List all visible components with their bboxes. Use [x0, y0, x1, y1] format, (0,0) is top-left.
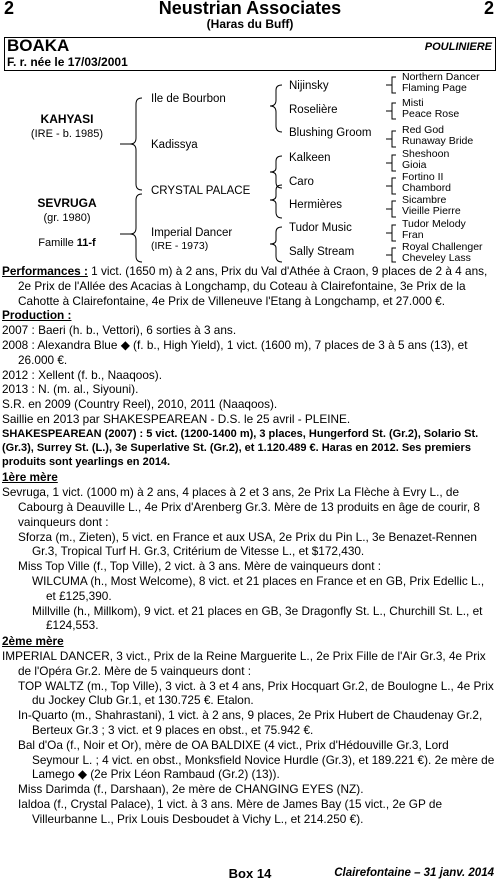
sire-sire: Ile de Bourbon [151, 93, 226, 105]
ped-g4-7: Sheshoon [402, 148, 450, 160]
production-heading: Production : [2, 308, 72, 323]
pedigree-table [0, 72, 500, 264]
first-dam-produce: Miss Top Ville (f., Top Ville), 2 vict. à 3 ans. Mère de vainqueurs dont : [18, 559, 382, 574]
horse-birth: F. r. née le 17/03/2001 [7, 55, 128, 69]
dam-family: Famille 11-f [38, 237, 96, 249]
dam-dam: Imperial Dancer [151, 227, 233, 239]
ped-g4-15: Royal Challenger [402, 241, 483, 253]
horse-name: BOAKA [7, 36, 70, 55]
second-dam-produce: TOP WALTZ (m., Top Ville), 3 vict. à 3 et 4 ans, Prix Hocquart Gr.2, de Boulogne L., 4e Prix du Jockey Club Gr.1, et 130.725 €. Etalon. [18, 678, 494, 708]
ped-g3-5: Caro [289, 176, 314, 188]
second-dam-heading: 2ème mère [2, 634, 64, 649]
second-dam-produce: In-Quarto (m., Shahrastani), 1 vict. à 2 ans, 9 places, 2e Prix Hubert de Chaudenay Gr.2, Berteux Gr.3 ; 3 vict. et 9 places en obst., et 75.942 €. [18, 708, 483, 737]
sire-info: (IRE - b. 1985) [30, 128, 104, 140]
dam-info: (gr. 1980) [43, 212, 91, 224]
ped-g3-2: Roselière [289, 104, 338, 116]
stallion-note: SHAKESPEAREAN (2007) : 5 vict. (1200-1400 m), 3 places, Hungerford St. (Gr.2), Solario St. (Gr.3), Surrey St. (L.), 3e Superlative St. (Gr.2), et 1.120.489 €. Haras en 2012. Ses premiers produits sont yearlings en 2014. [2, 427, 479, 469]
first-dam-grandproduce: Millville (h., Millkom), 9 vict. et 21 places en GB, 3e Dragonfly St. L., Churchill St. L., et £124,553. [32, 603, 483, 633]
dam-sire: CRYSTAL PALACE [151, 185, 251, 197]
consignor-subtitle: (Haras du Buff) [206, 17, 294, 31]
ped-g4-16: Cheveley Lass [402, 252, 471, 264]
first-dam-heading: 1ère mère [2, 470, 58, 485]
second-dam-entry: IMPERIAL DANCER, 3 vict., Prix de la Reine Marguerite L., 2e Prix Fille de l'Air Gr.3, 4e Prix de l'Opéra Gr.2. Mère de 5 vainqueurs dont : [2, 648, 486, 678]
ped-g4-5: Red God [402, 124, 445, 136]
ped-g4-12: Vieille Pierre [402, 205, 461, 217]
second-dam-produce: Ialdoa (f., Crystal Palace), 1 vict. à 3 ans. Mère de James Bay (15 vict., 2e GP de Villeurbanne L., Prix Louis Desboudet à Vichy L., et 214.250 €). [18, 796, 443, 826]
first-dam-entry: Sevruga, 1 vict. (1000 m) à 2 ans, 4 places à 2 et 3 ans, 2e Prix La Flèche à Evry L., de Cabourg à Deauville L., 4e Prix d'Arenberg Gr.3. Mère de 13 produits en âge de courir, 8 vainqueurs dont : [2, 485, 480, 529]
performances: Performances : 1 vict. (1650 m) à 2 ans, Prix du Val d'Athée à Craon, 9 places de 2 à 4 ans, 2e Prix de l'Allée des Acacias à Longchamp, du Coteau à Clairefontaine, 3e Prix de la Cahotte à Clairefontaine, 4e Prix de Villeneuve l'Etang à Longchamp, et 27.000 €. [2, 264, 488, 308]
catalogue-body [2, 264, 496, 827]
production-line: Saillie en 2013 par SHAKESPEAREAN - D.S. le 25 avril - PLEINE. [2, 411, 351, 426]
production-line: 2012 : Xellent (f. b., Naaqoos). [2, 367, 163, 382]
ped-g4-9: Fortino II [402, 171, 444, 183]
ped-g3-8: Sally Stream [289, 246, 355, 258]
sire-name: KAHYASI [40, 112, 94, 126]
horse-name-box [4, 37, 496, 71]
box-number: Box 14 [228, 866, 272, 881]
page-footer [0, 866, 500, 882]
horse-role: POULINIERE [424, 41, 492, 53]
dam-dam-info: (IRE - 1973) [151, 240, 209, 252]
production-line: 2013 : N. (m. al., Siyouni). [2, 382, 139, 397]
page-header [0, 0, 500, 30]
first-dam-grandproduce: WILCUMA (h., Most Welcome), 8 vict. et 21 places en France et en GB, Prix Edellic L., et £125,390. [32, 573, 485, 603]
sire-dam: Kadissya [151, 139, 198, 151]
ped-g4-11: Sicambre [402, 194, 447, 206]
production-line: 2007 : Baeri (h. b., Vettori), 6 sorties à 3 ans. [2, 323, 237, 338]
ped-g3-1: Nijinsky [289, 80, 329, 92]
ped-g3-3: Blushing Groom [289, 127, 372, 139]
lot-number-right: 2 [483, 0, 494, 18]
ped-g4-6: Runaway Bride [402, 135, 474, 147]
ped-g4-8: Gioia [402, 159, 427, 171]
production-line: S.R. en 2009 (Country Reel), 2010, 2011 (Naaqoos). [2, 397, 278, 412]
ped-g4-10: Chambord [402, 182, 452, 194]
first-dam-produce: Sforza (m., Zieten), 5 vict. en France et aux USA, 2e Prix du Pin L., 3e Benazet-Rennen Gr.3, Tropical Turf H. Gr.3, Critérium de Vitesse L., et $172,430. [18, 529, 477, 559]
ped-g4-14: Fran [402, 229, 424, 241]
sale-date: Clairefontaine – 31 janv. 2014 [334, 867, 494, 879]
second-dam-produce: Miss Darimda (f., Darshaan), 2e mère de CHANGING EYES (NZ). [18, 782, 364, 797]
ped-g4-2: Flaming Page [402, 82, 467, 94]
ped-g4-4: Peace Rose [402, 108, 460, 120]
ped-g4-3: Misti [402, 97, 424, 109]
second-dam-produce: Bal d'Oa (f., Noir et Or), mère de OA BALDIXE (4 vict., Prix d'Hédouville Gr.3, Lord Seymour L. ; 4 vict. en obst., Monksfield Novice Hurdle (Gr.3), et 189.221 €). 2e mère de Lamego ◆ (2e Prix Léon Rambaud (Gr.2) (13)). [18, 737, 495, 782]
ped-g3-7: Tudor Music [289, 222, 352, 234]
lot-number-left: 2 [4, 0, 15, 18]
production-line: 2008 : Alexandra Blue ◆ (f. b., High Yield), 1 vict. (1600 m), 7 places de 3 à 5 ans (13), et 26.000 €. [2, 337, 468, 367]
consignor-title: Neustrian Associates [158, 0, 342, 18]
ped-g4-1: Northern Dancer [402, 71, 480, 83]
ped-g4-13: Tudor Melody [402, 218, 466, 230]
ped-g3-6: Hermières [289, 199, 343, 211]
ped-g3-4: Kalkeen [289, 152, 331, 164]
dam-name: SEVRUGA [37, 196, 97, 210]
